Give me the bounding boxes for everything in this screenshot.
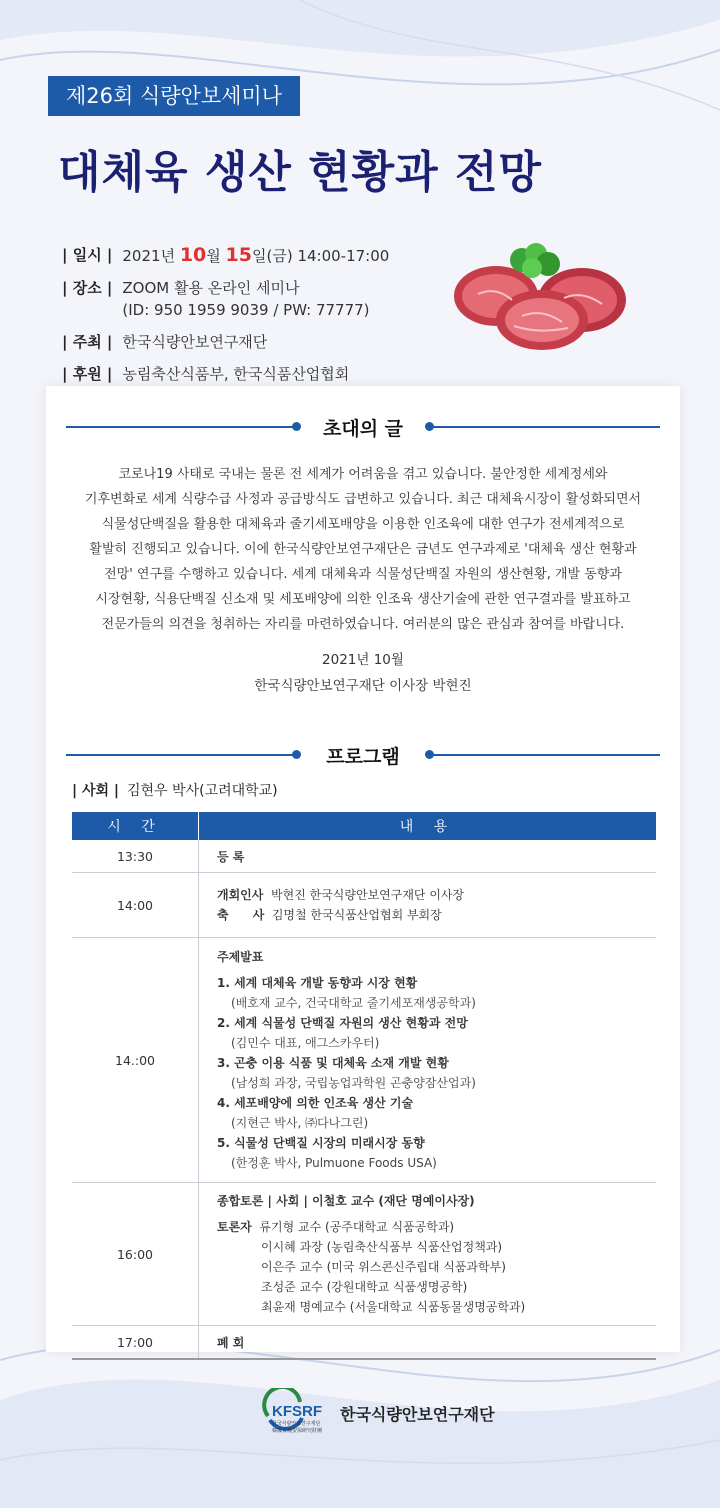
table-row: 14.:00 주제발표 1. 세계 대체육 개발 동향과 시장 현황 (배호재 교수, 건국대학교 줄기세포재생공학과) 2. 세계 식물성 단백질 자원의 생산 현황과 전망 (김민수 대표, 애그스카우터) 3. 곤충 이용 식품 및 대체육 소재 개발 현황 (남성희 과장, 국립농업과학원 곤충양잠산업과) 4. 세포배양에 의한 인조육 생산 기술 (지현근 박사, ㈜다나그린) 5. 식물성 단백질 시장의 미래시장 동향 (한정훈 박사, Pulmuone Foods USA) bbox=[72, 938, 656, 1183]
logo-sub-2: 韓國食糧安保硏究財團 bbox=[272, 1428, 323, 1434]
host-label: | 주최 | bbox=[62, 333, 113, 351]
invitation-heading: 초대의 글 bbox=[66, 412, 660, 442]
invitation-date: 2021년 10월 bbox=[322, 652, 404, 668]
content-panel bbox=[46, 386, 680, 1352]
place-label: | 장소 | bbox=[62, 279, 113, 297]
info-place-row bbox=[62, 277, 502, 321]
footer-logo bbox=[260, 1388, 500, 1438]
program-moderator: | 사회 | 김현우 박사(고려대학교) bbox=[72, 783, 278, 799]
kfsrf-logo-icon bbox=[260, 1388, 500, 1438]
invitation-signature: 한국식량안보연구재단 이사장 박현진 bbox=[254, 678, 472, 694]
meat-illustration bbox=[452, 238, 632, 354]
table-row: 17:00 폐 회 bbox=[72, 1326, 656, 1360]
seminar-badge: 제26회 식량안보세미나 bbox=[48, 76, 300, 116]
info-host-row bbox=[62, 331, 502, 353]
info-date-row bbox=[62, 244, 502, 267]
program-heading: 프로그램 bbox=[66, 740, 660, 770]
logo-text: KFSRF bbox=[272, 1403, 322, 1420]
program-table bbox=[72, 812, 656, 1360]
sponsor-value: 농림축산식품부, 한국식품산업협회 bbox=[122, 365, 350, 383]
invitation-text: 코로나19 사태로 국내는 물론 전 세계가 어려움을 겪고 있습니다. 불안정한 세계정세와 기후변화로 세계 식량수급 사정과 공급방식도 급변하고 있습니다. 최근 대체육시장이 활성화되면서 식물성단백질을 활용한 대체육과 줄기세포배양을 이용한 인조육에 대한 연구가 전세계적으로 활발히 진행되고 있습니다. 이에 한국식량안보연구재단은 금년도 연구과제로 '대체육 생산 현황과 전망' 연구를 수행하고 있습니다. 세계 대체육과 식물성단백질 자원의 생산현황, 개발 동향과 시장현황, 식용단백질 신소재 및 세포배양에 의한 인조육 생산기술에 관한 연구결과를 발표하고 전문가들의 의견을 청취하는 자리를 마련하였습니다. 여러분의 많은 관심과 참여를 바랍니다. bbox=[84, 467, 642, 632]
table-row: 14:00 개회인사 박현진 한국식량안보연구재단 이사장 축 사 김명철 한국식품산업협회 부회장 bbox=[72, 873, 656, 938]
table-header bbox=[72, 812, 656, 840]
logo-sub-1: 한국식량안보연구재단 bbox=[272, 1421, 321, 1427]
host-value: 한국식량안보연구재단 bbox=[122, 333, 268, 351]
date-label: | 일시 | bbox=[62, 246, 113, 264]
page-title: 대체육 생산 현황과 전망 bbox=[58, 147, 542, 198]
footer-org-name: 한국식량안보연구재단 bbox=[340, 1405, 495, 1424]
table-row: 13:30 등 록 bbox=[72, 840, 656, 873]
sponsor-label: | 후원 | bbox=[62, 365, 113, 383]
date-value: 2021년 10월 15일(금) 14:00-17:00 bbox=[122, 244, 390, 266]
event-info bbox=[62, 244, 502, 395]
table-row: 16:00 종합토론 | 사회 | 이철호 교수 (재단 명예이사장) 토론자 류기형 교수 (공주대학교 식품공학과) 이시혜 과장 (농림축산식품부 식품산업정책과) 이은주 교수 (미국 위스콘신주립대 식품과학부) 조성준 교수 (강원대학교 식품생명공학) 최윤재 명예교수 (서울대학교 식품동물생명공학과) bbox=[72, 1183, 656, 1326]
col-time: 시 간 bbox=[72, 812, 199, 840]
col-content: 내 용 bbox=[199, 812, 657, 840]
info-sponsor-row bbox=[62, 363, 502, 385]
place-value: ZOOM 활용 온라인 세미나 (ID: 950 1959 9039 / PW: 77777) bbox=[122, 279, 370, 319]
